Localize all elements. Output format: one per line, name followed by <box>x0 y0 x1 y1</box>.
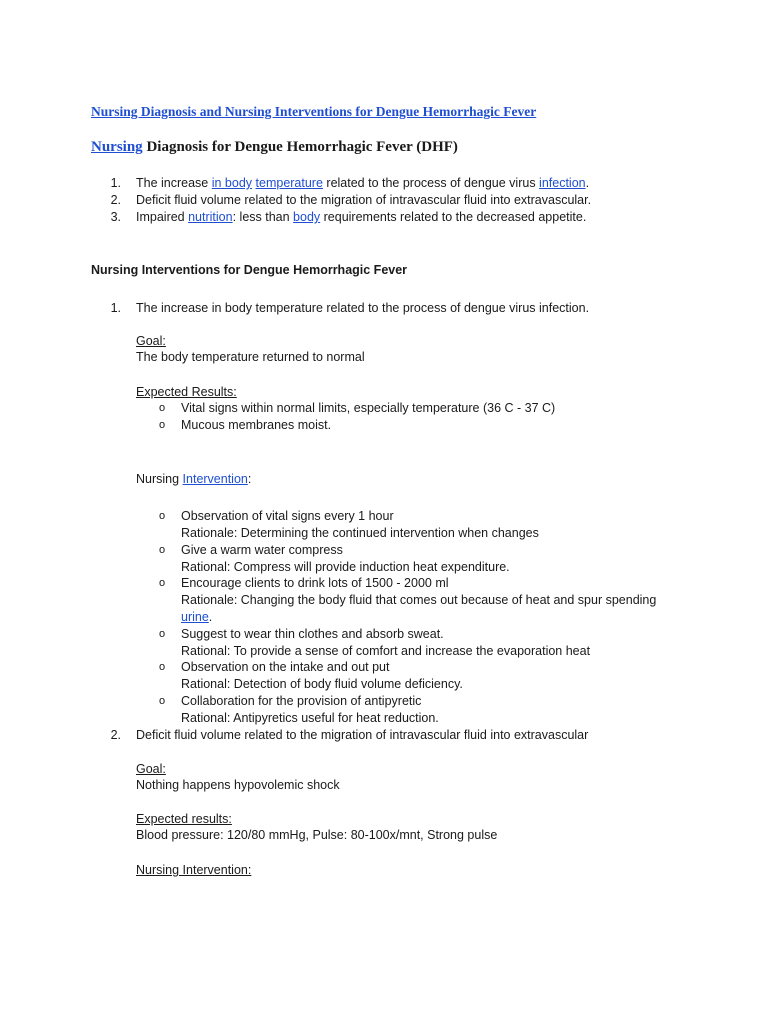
goal-label: Goal: <box>136 762 166 776</box>
rationale-text: Rationale: Determining the continued intervention when changes <box>181 526 539 540</box>
text-fragment: related to the process of dengue virus <box>322 176 540 190</box>
interventions-heading: Nursing Interventions for Dengue Hemorrhagic Fever <box>91 263 408 277</box>
section-2-title: Deficit fluid volume related to the migration of intravascular fluid into extravascular <box>136 728 589 742</box>
text-fragment: Nursing <box>136 472 183 486</box>
text-fragment: requirements related to the decreased appetite. <box>320 210 587 224</box>
section-2-number: 2. <box>110 728 121 742</box>
intervention-text: Collaboration for the provision of antipyretic <box>181 694 422 708</box>
rationale-text: Rational: Compress will provide induction heat expenditure. <box>181 560 510 574</box>
list-text <box>136 175 589 192</box>
diagnosis-heading-text: Diagnosis for Dengue Hemorrhagic Fever (DHF) <box>142 139 458 155</box>
intervention-item <box>181 508 539 542</box>
bullet-icon: o <box>159 577 166 589</box>
infection-link[interactable]: infection <box>539 176 586 190</box>
rationale-text: Rational: Detection of body fluid volume deficiency. <box>181 677 463 691</box>
temperature-link[interactable]: temperature <box>255 176 323 190</box>
nursing-link[interactable]: Nursing <box>91 139 143 155</box>
bullet-icon: o <box>159 510 166 522</box>
text-fragment: Impaired <box>136 210 189 224</box>
intervention-item <box>181 693 439 727</box>
intervention-item <box>181 626 590 660</box>
intervention-text: Suggest to wear thin clothes and absorb sweat. <box>181 627 444 641</box>
expected-results-text: Blood pressure: 120/80 mmHg, Pulse: 80-100x/mnt, Strong pulse <box>136 828 498 842</box>
goal-text: The body temperature returned to normal <box>136 350 365 364</box>
intervention-link[interactable]: Intervention <box>182 472 248 486</box>
goal-text: Nothing happens hypovolemic shock <box>136 778 340 792</box>
list-text: Deficit fluid volume related to the migration of intravascular fluid into extravascular. <box>136 193 592 207</box>
rationale-continuation <box>181 609 681 626</box>
expected-item: Mucous membranes moist. <box>181 418 332 432</box>
goal-label: Goal: <box>136 334 166 348</box>
diagnosis-heading <box>91 139 458 156</box>
text-fragment: . <box>585 176 590 190</box>
bullet-icon: o <box>159 402 166 414</box>
intervention-text: Observation of vital signs every 1 hour <box>181 509 394 523</box>
bullet-icon: o <box>159 661 166 673</box>
nursing-intervention-label: Nursing Intervention: <box>136 863 252 877</box>
section-1-number: 1. <box>110 301 121 315</box>
text-fragment: : <box>247 472 252 486</box>
text-fragment: . <box>208 610 213 624</box>
list-number: 3. <box>110 210 121 224</box>
list-number: 1. <box>110 176 121 190</box>
in-body-link[interactable]: in body <box>211 176 253 190</box>
bullet-icon: o <box>159 419 166 431</box>
document-title-link[interactable]: Nursing Diagnosis and Nursing Interventions for Dengue Hemorrhagic Fever <box>91 104 537 119</box>
body-link[interactable]: body <box>293 210 321 224</box>
text-fragment: : less than <box>232 210 294 224</box>
expected-results-label: Expected results: <box>136 812 232 826</box>
text-fragment: The increase <box>136 176 212 190</box>
expected-item: Vital signs within normal limits, especially temperature (36 C - 37 C) <box>181 401 556 415</box>
expected-results-label: Expected Results: <box>136 385 237 399</box>
intervention-item <box>181 542 510 576</box>
list-number: 2. <box>110 193 121 207</box>
intervention-item <box>181 575 681 626</box>
nursing-intervention-label <box>136 471 251 488</box>
rationale-text: Rational: Antipyretics useful for heat reduction. <box>181 711 439 725</box>
intervention-text: Observation on the intake and out put <box>181 660 390 674</box>
bullet-icon: o <box>159 695 166 707</box>
intervention-text: Give a warm water compress <box>181 543 343 557</box>
intervention-item <box>181 659 463 693</box>
bullet-icon: o <box>159 544 166 556</box>
rationale-text: Rational: To provide a sense of comfort and increase the evaporation heat <box>181 644 591 658</box>
urine-link[interactable]: urine <box>181 610 209 624</box>
section-1-title: The increase in body temperature related to the process of dengue virus infection. <box>136 301 590 315</box>
intervention-text: Encourage clients to drink lots of 1500 - 2000 ml <box>181 576 449 590</box>
nutrition-link[interactable]: nutrition <box>188 210 233 224</box>
bullet-icon: o <box>159 628 166 640</box>
rationale-text: Rationale: Changing the body fluid that comes out because of heat and spur spending <box>181 593 657 607</box>
list-text <box>136 209 586 226</box>
